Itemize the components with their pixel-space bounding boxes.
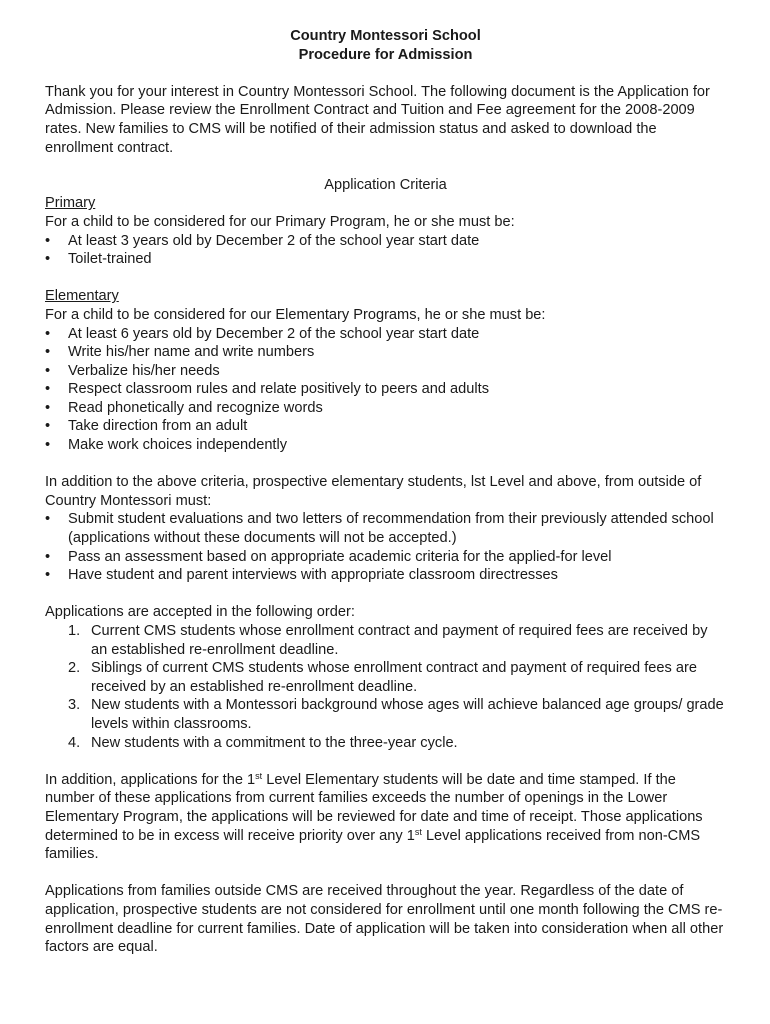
outside-families-paragraph: Applications from families outside CMS are received throughout the year. Regardless of the date of application, prospective students are not considered for enrollment until one month following the CMS re-enrollment deadline for current families. Date of application will be taken into consideration when all other factors are equal.: [45, 883, 724, 956]
order-list: [45, 622, 726, 752]
list-item: • Pass an assessment based on appropriate academic criteria for the applied-for level: [45, 548, 726, 567]
elementary-list: [45, 325, 726, 455]
item-text: New students with a commitment to the three-year cycle.: [91, 734, 458, 751]
text-run: Level Elementary students will be date and time stamped. If the number of these applications from current families exceeds the number of openings in the Lower Elementary Program, the applications will be reviewed for date and time of receipt. Those applications determined to be in excess will receive priority over any 1: [45, 771, 703, 844]
outside-requirements-list: [45, 510, 726, 584]
criteria-heading: Application Criteria: [324, 176, 447, 193]
list-item: • Respect classroom rules and relate positively to peers and adults: [45, 380, 726, 399]
primary-lead: For a child to be considered for our Primary Program, he or she must be:: [45, 213, 515, 230]
list-item: [45, 734, 726, 753]
list-item: • Take direction from an adult: [45, 417, 726, 436]
superscript: st: [414, 826, 422, 837]
superscript: st: [255, 770, 263, 781]
intro-paragraph: Thank you for your interest in Country Montessori School. The following document is the Application for Admission. Please review the Enrollment Contract and Tuition and Fee agreement for the 2008-2009 rates. New families to CMS will be notified of their admission status and asked to download the enrollment contract.: [45, 83, 710, 156]
list-item: • Verbalize his/her needs: [45, 362, 726, 381]
list-item: • Toilet-trained: [45, 250, 726, 269]
elementary-heading: Elementary: [45, 288, 119, 305]
list-item: [45, 659, 726, 696]
item-text: Current CMS students whose enrollment contract and payment of required fees are received by an established re-enrollment deadline.: [91, 623, 708, 658]
text-run: Level applications received from non-CMS families.: [45, 827, 701, 863]
first-level-paragraph: [45, 771, 726, 864]
order-lead: Applications are accepted in the following order:: [45, 604, 355, 621]
school-name: Country Montessori School: [290, 28, 481, 44]
item-number: 1.: [68, 623, 81, 639]
document-title: Procedure for Admission: [298, 46, 473, 63]
item-number: 4.: [68, 734, 81, 751]
item-number: 2.: [68, 660, 81, 677]
text-run: In addition, applications for the 1: [45, 771, 256, 788]
item-text: New students with a Montessori background whose ages will achieve balanced age groups/ grade levels within classrooms.: [91, 697, 724, 732]
list-item: • Make work choices independently: [45, 436, 726, 455]
list-item: • Submit student evaluations and two letters of recommendation from their previously attended school (applications without these documents will not be accepted.): [45, 510, 726, 547]
list-item: • At least 3 years old by December 2 of the school year start date: [45, 232, 726, 251]
item-text: Siblings of current CMS students whose enrollment contract and payment of required fees are received by an established re-enrollment deadline.: [91, 660, 697, 695]
list-item: • Write his/her name and write numbers: [45, 343, 726, 362]
list-item: [45, 622, 726, 659]
list-item: [45, 696, 726, 733]
item-number: 3.: [68, 697, 81, 714]
primary-list: [45, 232, 726, 269]
outside-requirements-lead: In addition to the above criteria, prospective elementary students, lst Level and above, from outside of Country Montessori must:: [45, 474, 702, 509]
elementary-lead: For a child to be considered for our Elementary Programs, he or she must be:: [45, 306, 546, 323]
list-item: • Have student and parent interviews with appropriate classroom directresses: [45, 566, 726, 585]
primary-heading: Primary: [45, 195, 96, 212]
list-item: • Read phonetically and recognize words: [45, 399, 726, 418]
list-item: • At least 6 years old by December 2 of the school year start date: [45, 325, 726, 344]
